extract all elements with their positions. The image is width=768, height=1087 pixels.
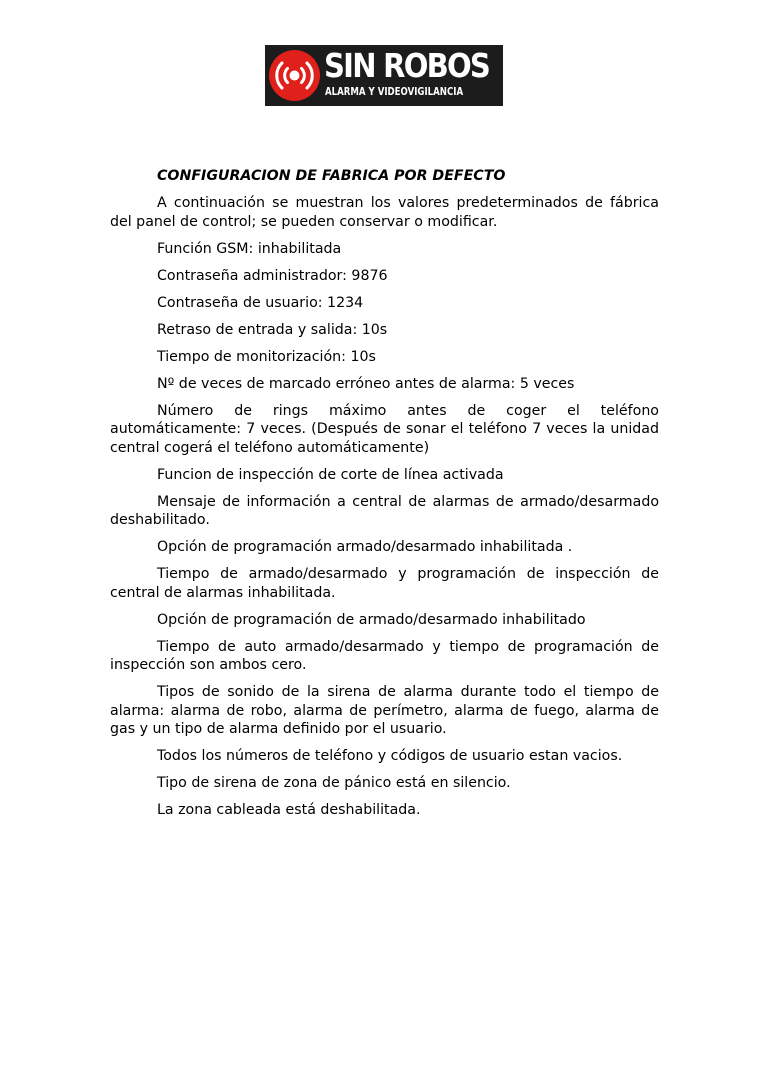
setting-arm-disarm-report: Mensaje de información a central de alarmas de armado/desarmado deshabilitado. — [110, 493, 659, 528]
setting-monitoring-time: Tiempo de monitorización: 10s — [157, 348, 376, 365]
setting-arm-disarm-programming: Opción de programación armado/desarmado inhabilitada . — [157, 539, 573, 555]
alarm-signal-icon — [269, 50, 320, 101]
setting-siren-sound-types: Tipos de sonido de la sirena de alarma durante todo el tiempo de alarma: alarma de robo, alarma de perímetro, alarma de fuego, alarma de gas y un tipo de alarma definido por el usuario. — [110, 684, 659, 737]
setting-auto-arm-time: Tiempo de auto armado/desarmado y tiempo de programación de inspección son ambos cero. — [110, 638, 659, 673]
setting-arm-disarm-inspection-time: Tiempo de armado/desarmado y programación de inspección de central de alarmas inhabilitada. — [110, 566, 659, 601]
intro-paragraph: A continuación se muestran los valores predeterminados de fábrica del panel de control; se pueden conservar o modificar. — [110, 195, 659, 230]
setting-arm-disarm-programming-option: Opción de programación de armado/desarmado inhabilitado — [157, 611, 586, 628]
document-body — [110, 167, 659, 828]
setting-max-rings: Número de rings máximo antes de coger el teléfono automáticamente: 7 veces. (Después de sonar el teléfono 7 veces la unidad central cogerá el teléfono automáticamente) — [110, 402, 659, 456]
setting-admin-password: Contraseña administrador: 9876 — [157, 267, 388, 284]
company-logo — [265, 45, 503, 106]
setting-gsm: Función GSM: inhabilitada — [157, 240, 342, 257]
setting-phone-numbers: Todos los números de teléfono y códigos de usuario estan vacios. — [157, 748, 623, 764]
logo-subtitle: ALARMA Y VIDEOVIGILANCIA — [325, 85, 464, 98]
setting-panic-zone-siren: Tipo de sirena de zona de pánico está en silencio. — [157, 775, 511, 791]
setting-wired-zone: La zona cableada está deshabilitada. — [157, 802, 421, 818]
setting-wrong-dial-count: Nº de veces de marcado erróneo antes de alarma: 5 veces — [157, 375, 575, 392]
setting-user-password: Contraseña de usuario: 1234 — [157, 294, 364, 311]
setting-entry-exit-delay: Retraso de entrada y salida: 10s — [157, 321, 388, 338]
logo-title: SIN ROBOS — [324, 46, 490, 85]
document-heading: CONFIGURACION DE FABRICA POR DEFECTO — [157, 168, 506, 184]
setting-line-cut-inspection: Funcion de inspección de corte de línea activada — [157, 466, 504, 483]
